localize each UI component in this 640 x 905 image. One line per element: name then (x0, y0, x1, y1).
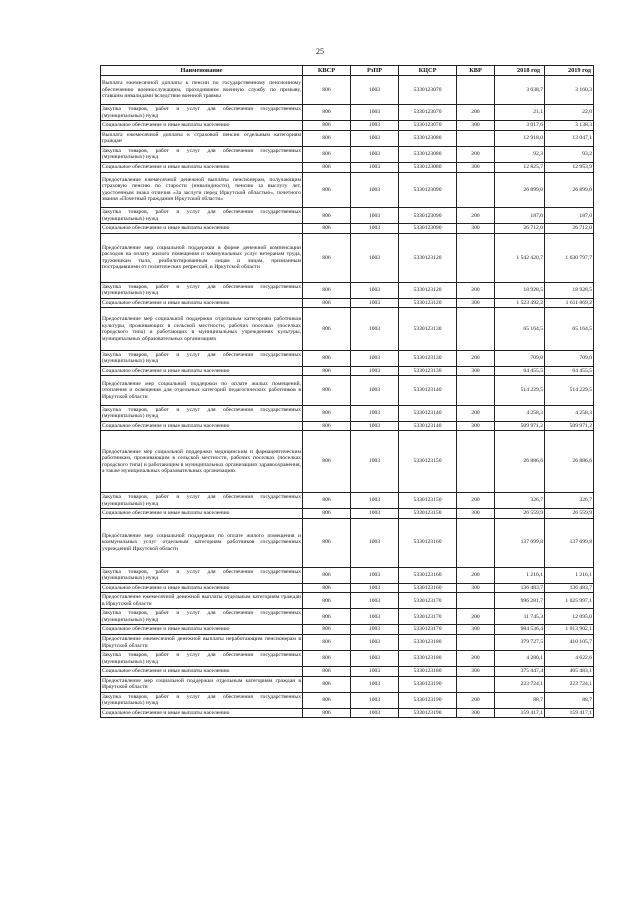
kvsr-cell: 806 (303, 121, 351, 131)
name-cell: Социальное обеспечение и иные выплаты населению (101, 163, 303, 173)
kvr-cell (457, 172, 495, 208)
kvsr-cell: 806 (303, 625, 351, 635)
kvr-cell: 200 (457, 105, 495, 121)
kcsr-cell: 5330123090 (399, 172, 457, 208)
amount-2018-cell: 223 724,1 (495, 676, 545, 692)
table-row (101, 421, 594, 431)
kvsr-cell: 806 (303, 298, 351, 308)
amount-2018-cell: 984 536,4 (495, 625, 545, 635)
kvr-cell: 300 (457, 298, 495, 308)
name-cell: Социальное обеспечение и иные выплаты населению (101, 509, 303, 519)
amount-2019-cell: 18 928,5 (545, 282, 594, 298)
kvr-cell (457, 308, 495, 350)
header-rzpr: РзПР (351, 66, 399, 76)
kvsr-cell: 806 (303, 635, 351, 651)
kvsr-cell: 806 (303, 130, 351, 146)
amount-2019-cell: 13 047,1 (545, 130, 594, 146)
rzpr-cell: 1003 (351, 509, 399, 519)
table-row (101, 172, 594, 208)
name-cell: Закупка товаров, работ и услуг для обеспечения государственных (муниципальных) нужд (101, 208, 303, 224)
amount-2019-cell: 4 258,3 (545, 405, 594, 421)
kvsr-cell: 806 (303, 493, 351, 509)
table-row (101, 146, 594, 162)
amount-2018-cell: 18 928,5 (495, 282, 545, 298)
kvsr-cell: 806 (303, 76, 351, 105)
kvr-cell (457, 431, 495, 493)
header-kvsr: КВСР (303, 66, 351, 76)
amount-2019-cell: 4 622,6 (545, 651, 594, 667)
name-cell: Закупка товаров, работ и услуг для обеспечения государственных (муниципальных) нужд (101, 493, 303, 509)
name-cell: Социальное обеспечение и иные выплаты населению (101, 224, 303, 234)
amount-2018-cell: 1 216,1 (495, 567, 545, 583)
kvr-cell: 200 (457, 651, 495, 667)
amount-2019-cell: 1 630 797,7 (545, 233, 594, 282)
table-row (101, 692, 594, 708)
kcsr-cell: 5330123070 (399, 121, 457, 131)
kvsr-cell: 806 (303, 593, 351, 609)
amount-2018-cell: 136 483,7 (495, 583, 545, 593)
amount-2019-cell: 93,2 (545, 146, 594, 162)
kvsr-cell: 806 (303, 308, 351, 350)
kcsr-cell: 5330123130 (399, 366, 457, 376)
kcsr-cell: 5330123180 (399, 667, 457, 677)
name-cell: Закупка товаров, работ и услуг для обеспечения государственных (муниципальных) нужд (101, 651, 303, 667)
kvr-cell: 200 (457, 493, 495, 509)
amount-2019-cell: 410 105,7 (545, 635, 594, 651)
header-kvr: КВР (457, 66, 495, 76)
amount-2018-cell: 65 164,5 (495, 308, 545, 350)
kvr-cell: 200 (457, 208, 495, 224)
amount-2019-cell: 12 095,0 (545, 609, 594, 625)
name-cell: Закупка товаров, работ и услуг для обеспечения государственных (муниципальных) нужд (101, 282, 303, 298)
rzpr-cell: 1003 (351, 208, 399, 224)
kvr-cell (457, 376, 495, 405)
name-cell: Закупка товаров, работ и услуг для обеспечения государственных (муниципальных) нужд (101, 105, 303, 121)
name-cell: Социальное обеспечение и иные выплаты населению (101, 366, 303, 376)
kvr-cell: 300 (457, 625, 495, 635)
name-cell: Социальное обеспечение и иные выплаты населению (101, 667, 303, 677)
table-row (101, 405, 594, 421)
table-row (101, 233, 594, 282)
amount-2018-cell: 326,7 (495, 493, 545, 509)
rzpr-cell: 1003 (351, 350, 399, 366)
kvr-cell (457, 233, 495, 282)
table-row (101, 105, 594, 121)
kcsr-cell: 5330123180 (399, 635, 457, 651)
name-cell: Выплата ежемесячной доплаты к пенсии по государственному пенсионному обеспечению военнослужащим, проходившим военную службу по призыву, ставшим инвалидами вследствие военной травмы (101, 76, 303, 105)
rzpr-cell: 1003 (351, 172, 399, 208)
header-name: Наименование (101, 66, 303, 76)
kvr-cell (457, 676, 495, 692)
kvsr-cell: 806 (303, 708, 351, 718)
name-cell: Социальное обеспечение и иные выплаты населению (101, 583, 303, 593)
kvr-cell: 300 (457, 121, 495, 131)
kcsr-cell: 5330123080 (399, 130, 457, 146)
kvr-cell (457, 593, 495, 609)
kvsr-cell: 806 (303, 421, 351, 431)
amount-2018-cell: 26 886,6 (495, 431, 545, 493)
table-row (101, 224, 594, 234)
kvsr-cell: 806 (303, 518, 351, 567)
name-cell: Предоставление мер социальной поддержки отдельным категориям работников культуры, проживающих в сельской местности, рабочих поселках (поселках городского типа) и работающих в муниципальных учреждениях культуры, муниципальных образовательных организациях (101, 308, 303, 350)
amount-2019-cell: 326,7 (545, 493, 594, 509)
rzpr-cell: 1003 (351, 625, 399, 635)
amount-2018-cell: 137 699,8 (495, 518, 545, 567)
amount-2019-cell: 136 483,7 (545, 583, 594, 593)
kvsr-cell: 806 (303, 350, 351, 366)
amount-2018-cell: 26 559,9 (495, 509, 545, 519)
name-cell: Закупка товаров, работ и услуг для обеспечения государственных (муниципальных) нужд (101, 405, 303, 421)
kcsr-cell: 5330123080 (399, 163, 457, 173)
kvsr-cell: 806 (303, 233, 351, 282)
kcsr-cell: 5330123130 (399, 350, 457, 366)
name-cell: Предоставление мер социальной поддержки по оплате жилого помещения и коммунальных услуг отдельным категориям работников государственных учреждений Иркутской области (101, 518, 303, 567)
table-body (101, 76, 594, 718)
kcsr-cell: 5330123130 (399, 308, 457, 350)
table-row (101, 676, 594, 692)
table-row (101, 635, 594, 651)
page-number: 25 (316, 47, 324, 56)
name-cell: Социальное обеспечение и иные выплаты населению (101, 421, 303, 431)
amount-2019-cell: 26 886,6 (545, 431, 594, 493)
rzpr-cell: 1003 (351, 376, 399, 405)
table-row (101, 121, 594, 131)
table-row (101, 130, 594, 146)
table-row (101, 567, 594, 583)
amount-2018-cell: 709,0 (495, 350, 545, 366)
kvsr-cell: 806 (303, 376, 351, 405)
rzpr-cell: 1003 (351, 105, 399, 121)
amount-2018-cell: 514 229,5 (495, 376, 545, 405)
name-cell: Предоставление мер социальной поддержки отдельным категориям граждан в Иркутской области (101, 676, 303, 692)
amount-2018-cell: 509 971,2 (495, 421, 545, 431)
kvsr-cell: 806 (303, 583, 351, 593)
kvsr-cell: 806 (303, 163, 351, 173)
table-row (101, 308, 594, 350)
amount-2018-cell: 3 038,7 (495, 76, 545, 105)
kvr-cell: 300 (457, 583, 495, 593)
table-header-row (101, 66, 594, 76)
rzpr-cell: 1003 (351, 676, 399, 692)
amount-2019-cell: 1 025 997,1 (545, 593, 594, 609)
kcsr-cell: 5330123140 (399, 376, 457, 405)
amount-2019-cell: 65 164,5 (545, 308, 594, 350)
name-cell: Предоставление ежемесячной денежной выплаты пенсионерам, получающим страховую пенсию по старости (инвалидности), пенсию за выслугу лет, удостоенным знака отличия «За заслуги перед Иркутской областью», почетного звания «Почетный гражданин Иркутской области» (101, 172, 303, 208)
rzpr-cell: 1003 (351, 667, 399, 677)
table-row (101, 76, 594, 105)
rzpr-cell: 1003 (351, 609, 399, 625)
name-cell: Социальное обеспечение и иные выплаты населению (101, 708, 303, 718)
rzpr-cell: 1003 (351, 405, 399, 421)
table-row (101, 583, 594, 593)
kvsr-cell: 806 (303, 208, 351, 224)
amount-2019-cell: 509 971,2 (545, 421, 594, 431)
rzpr-cell: 1003 (351, 708, 399, 718)
kvsr-cell: 806 (303, 609, 351, 625)
amount-2018-cell: 159 417,1 (495, 708, 545, 718)
amount-2019-cell: 26 559,9 (545, 509, 594, 519)
amount-2018-cell: 26 899,0 (495, 172, 545, 208)
name-cell: Предоставление ежемесячной денежной выплаты неработающим пенсионерам в Иркутской области (101, 635, 303, 651)
amount-2019-cell: 3 138,3 (545, 121, 594, 131)
amount-2018-cell: 1 523 492,2 (495, 298, 545, 308)
kvr-cell: 300 (457, 366, 495, 376)
kvsr-cell: 806 (303, 651, 351, 667)
kvr-cell: 200 (457, 405, 495, 421)
budget-table (100, 65, 594, 718)
table-row (101, 667, 594, 677)
kvsr-cell: 806 (303, 567, 351, 583)
table-row (101, 609, 594, 625)
rzpr-cell: 1003 (351, 593, 399, 609)
kvsr-cell: 806 (303, 105, 351, 121)
rzpr-cell: 1003 (351, 130, 399, 146)
rzpr-cell: 1003 (351, 298, 399, 308)
amount-2018-cell: 64 455,5 (495, 366, 545, 376)
amount-2019-cell: 1 013 902,1 (545, 625, 594, 635)
amount-2018-cell: 3 017,6 (495, 121, 545, 131)
table-row (101, 651, 594, 667)
kvr-cell: 200 (457, 609, 495, 625)
kcsr-cell: 5330123120 (399, 298, 457, 308)
kvsr-cell: 806 (303, 366, 351, 376)
rzpr-cell: 1003 (351, 583, 399, 593)
amount-2019-cell: 88,7 (545, 692, 594, 708)
amount-2019-cell: 12 953,9 (545, 163, 594, 173)
kcsr-cell: 5330123170 (399, 609, 457, 625)
rzpr-cell: 1003 (351, 635, 399, 651)
kcsr-cell: 5330123170 (399, 625, 457, 635)
kcsr-cell: 5330123070 (399, 76, 457, 105)
table-row (101, 593, 594, 609)
kvr-cell: 300 (457, 708, 495, 718)
amount-2019-cell: 187,0 (545, 208, 594, 224)
kvr-cell (457, 130, 495, 146)
rzpr-cell: 1003 (351, 493, 399, 509)
kvsr-cell: 806 (303, 692, 351, 708)
kvr-cell: 300 (457, 667, 495, 677)
table-row (101, 163, 594, 173)
header-2019: 2019 год (545, 66, 594, 76)
kcsr-cell: 5330123150 (399, 509, 457, 519)
table-row (101, 208, 594, 224)
rzpr-cell: 1003 (351, 421, 399, 431)
amount-2018-cell: 26 712,0 (495, 224, 545, 234)
rzpr-cell: 1003 (351, 224, 399, 234)
table-row (101, 493, 594, 509)
kvsr-cell: 806 (303, 172, 351, 208)
kcsr-cell: 5330123190 (399, 676, 457, 692)
kcsr-cell: 5330123170 (399, 593, 457, 609)
name-cell: Выплата ежемесячной доплаты к страховой пенсии отдельным категориям граждан (101, 130, 303, 146)
kcsr-cell: 5330123070 (399, 105, 457, 121)
rzpr-cell: 1003 (351, 567, 399, 583)
name-cell: Социальное обеспечение и иные выплаты населению (101, 625, 303, 635)
table-row (101, 350, 594, 366)
table-row (101, 431, 594, 493)
kvr-cell: 300 (457, 421, 495, 431)
amount-2018-cell: 4 280,1 (495, 651, 545, 667)
kvr-cell: 200 (457, 146, 495, 162)
table-row (101, 298, 594, 308)
name-cell: Предоставление ежемесячной денежной выплаты отдельным категориям граждан в Иркутской области (101, 593, 303, 609)
table-row (101, 625, 594, 635)
kvr-cell: 300 (457, 224, 495, 234)
rzpr-cell: 1003 (351, 651, 399, 667)
kcsr-cell: 5330123150 (399, 493, 457, 509)
rzpr-cell: 1003 (351, 518, 399, 567)
rzpr-cell: 1003 (351, 692, 399, 708)
amount-2018-cell: 12 918,0 (495, 130, 545, 146)
amount-2019-cell: 26 899,0 (545, 172, 594, 208)
amount-2019-cell: 405 483,1 (545, 667, 594, 677)
amount-2018-cell: 11 745,3 (495, 609, 545, 625)
rzpr-cell: 1003 (351, 431, 399, 493)
rzpr-cell: 1003 (351, 76, 399, 105)
amount-2018-cell: 12 825,7 (495, 163, 545, 173)
amount-2018-cell: 88,7 (495, 692, 545, 708)
rzpr-cell: 1003 (351, 282, 399, 298)
rzpr-cell: 1003 (351, 308, 399, 350)
table-row (101, 376, 594, 405)
name-cell: Закупка товаров, работ и услуг для обеспечения государственных (муниципальных) нужд (101, 609, 303, 625)
kcsr-cell: 5330123120 (399, 282, 457, 298)
name-cell: Предоставление мер социальной поддержки в форме денежной компенсации расходов на оплату жилого помещения и коммунальных услуг ветеранам труда, труженикам тыла, реабилитированным лицам и лицам, признанным пострадавшими от политических репрессий, в Иркутской области (101, 233, 303, 282)
kvr-cell: 200 (457, 282, 495, 298)
amount-2019-cell: 26 712,0 (545, 224, 594, 234)
kcsr-cell: 5330123120 (399, 233, 457, 282)
kvr-cell: 300 (457, 509, 495, 519)
kcsr-cell: 5330123180 (399, 651, 457, 667)
rzpr-cell: 1003 (351, 233, 399, 282)
kcsr-cell: 5330123190 (399, 692, 457, 708)
kvsr-cell: 806 (303, 676, 351, 692)
table-row (101, 518, 594, 567)
amount-2019-cell: 1 216,1 (545, 567, 594, 583)
kvsr-cell: 806 (303, 509, 351, 519)
kvsr-cell: 806 (303, 431, 351, 493)
rzpr-cell: 1003 (351, 146, 399, 162)
kvr-cell (457, 518, 495, 567)
amount-2018-cell: 92,3 (495, 146, 545, 162)
kcsr-cell: 5330123160 (399, 567, 457, 583)
table-row (101, 282, 594, 298)
amount-2018-cell: 996 281,7 (495, 593, 545, 609)
amount-2019-cell: 159 417,1 (545, 708, 594, 718)
kcsr-cell: 5330123160 (399, 583, 457, 593)
kvsr-cell: 806 (303, 667, 351, 677)
name-cell: Закупка товаров, работ и услуг для обеспечения государственных (муниципальных) нужд (101, 567, 303, 583)
kcsr-cell: 5330123140 (399, 405, 457, 421)
rzpr-cell: 1003 (351, 121, 399, 131)
amount-2018-cell: 1 542 420,7 (495, 233, 545, 282)
name-cell: Социальное обеспечение и иные выплаты населению (101, 298, 303, 308)
kcsr-cell: 5330123160 (399, 518, 457, 567)
name-cell: Предоставление мер социальной поддержки по оплате жилых помещений, отопления и освещения для отдельных категорий педагогических работников в Иркутской области (101, 376, 303, 405)
kvr-cell: 200 (457, 567, 495, 583)
kcsr-cell: 5330123140 (399, 421, 457, 431)
rzpr-cell: 1003 (351, 163, 399, 173)
table-row (101, 509, 594, 519)
name-cell: Закупка товаров, работ и услуг для обеспечения государственных (муниципальных) нужд (101, 350, 303, 366)
amount-2019-cell: 709,0 (545, 350, 594, 366)
header-kcsr: КЦСР (399, 66, 457, 76)
rzpr-cell: 1003 (351, 366, 399, 376)
amount-2018-cell: 21,1 (495, 105, 545, 121)
amount-2019-cell: 514 229,5 (545, 376, 594, 405)
name-cell: Закупка товаров, работ и услуг для обеспечения государственных (муниципальных) нужд (101, 692, 303, 708)
kcsr-cell: 5330123090 (399, 208, 457, 224)
kcsr-cell: 5330123150 (399, 431, 457, 493)
amount-2019-cell: 64 455,5 (545, 366, 594, 376)
amount-2019-cell: 223 724,1 (545, 676, 594, 692)
amount-2018-cell: 379 727,5 (495, 635, 545, 651)
amount-2018-cell: 375 447,4 (495, 667, 545, 677)
name-cell: Социальное обеспечение и иные выплаты населению (101, 121, 303, 131)
kvr-cell (457, 635, 495, 651)
table-row (101, 708, 594, 718)
kvsr-cell: 806 (303, 282, 351, 298)
amount-2018-cell: 187,0 (495, 208, 545, 224)
kvsr-cell: 806 (303, 224, 351, 234)
amount-2019-cell: 137 699,8 (545, 518, 594, 567)
kvsr-cell: 806 (303, 405, 351, 421)
kvr-cell: 300 (457, 163, 495, 173)
kcsr-cell: 5330123190 (399, 708, 457, 718)
kvr-cell: 200 (457, 350, 495, 366)
kcsr-cell: 5330123090 (399, 224, 457, 234)
amount-2019-cell: 1 611 869,2 (545, 298, 594, 308)
amount-2018-cell: 4 258,3 (495, 405, 545, 421)
kvsr-cell: 806 (303, 146, 351, 162)
name-cell: Предоставление мер социальной поддержки медицинским и фармацевтическим работникам, проживающим в сельской местности, рабочих поселках (поселках городского типа) и работающим в муниципальных организациях здравоохранения, а также муниципальных образовательных организациях (101, 431, 303, 493)
kvr-cell: 200 (457, 692, 495, 708)
kcsr-cell: 5330123080 (399, 146, 457, 162)
kvr-cell (457, 76, 495, 105)
table-row (101, 366, 594, 376)
amount-2019-cell: 22,0 (545, 105, 594, 121)
header-2018: 2018 год (495, 66, 545, 76)
amount-2019-cell: 3 160,3 (545, 76, 594, 105)
name-cell: Закупка товаров, работ и услуг для обеспечения государственных (муниципальных) нужд (101, 146, 303, 162)
